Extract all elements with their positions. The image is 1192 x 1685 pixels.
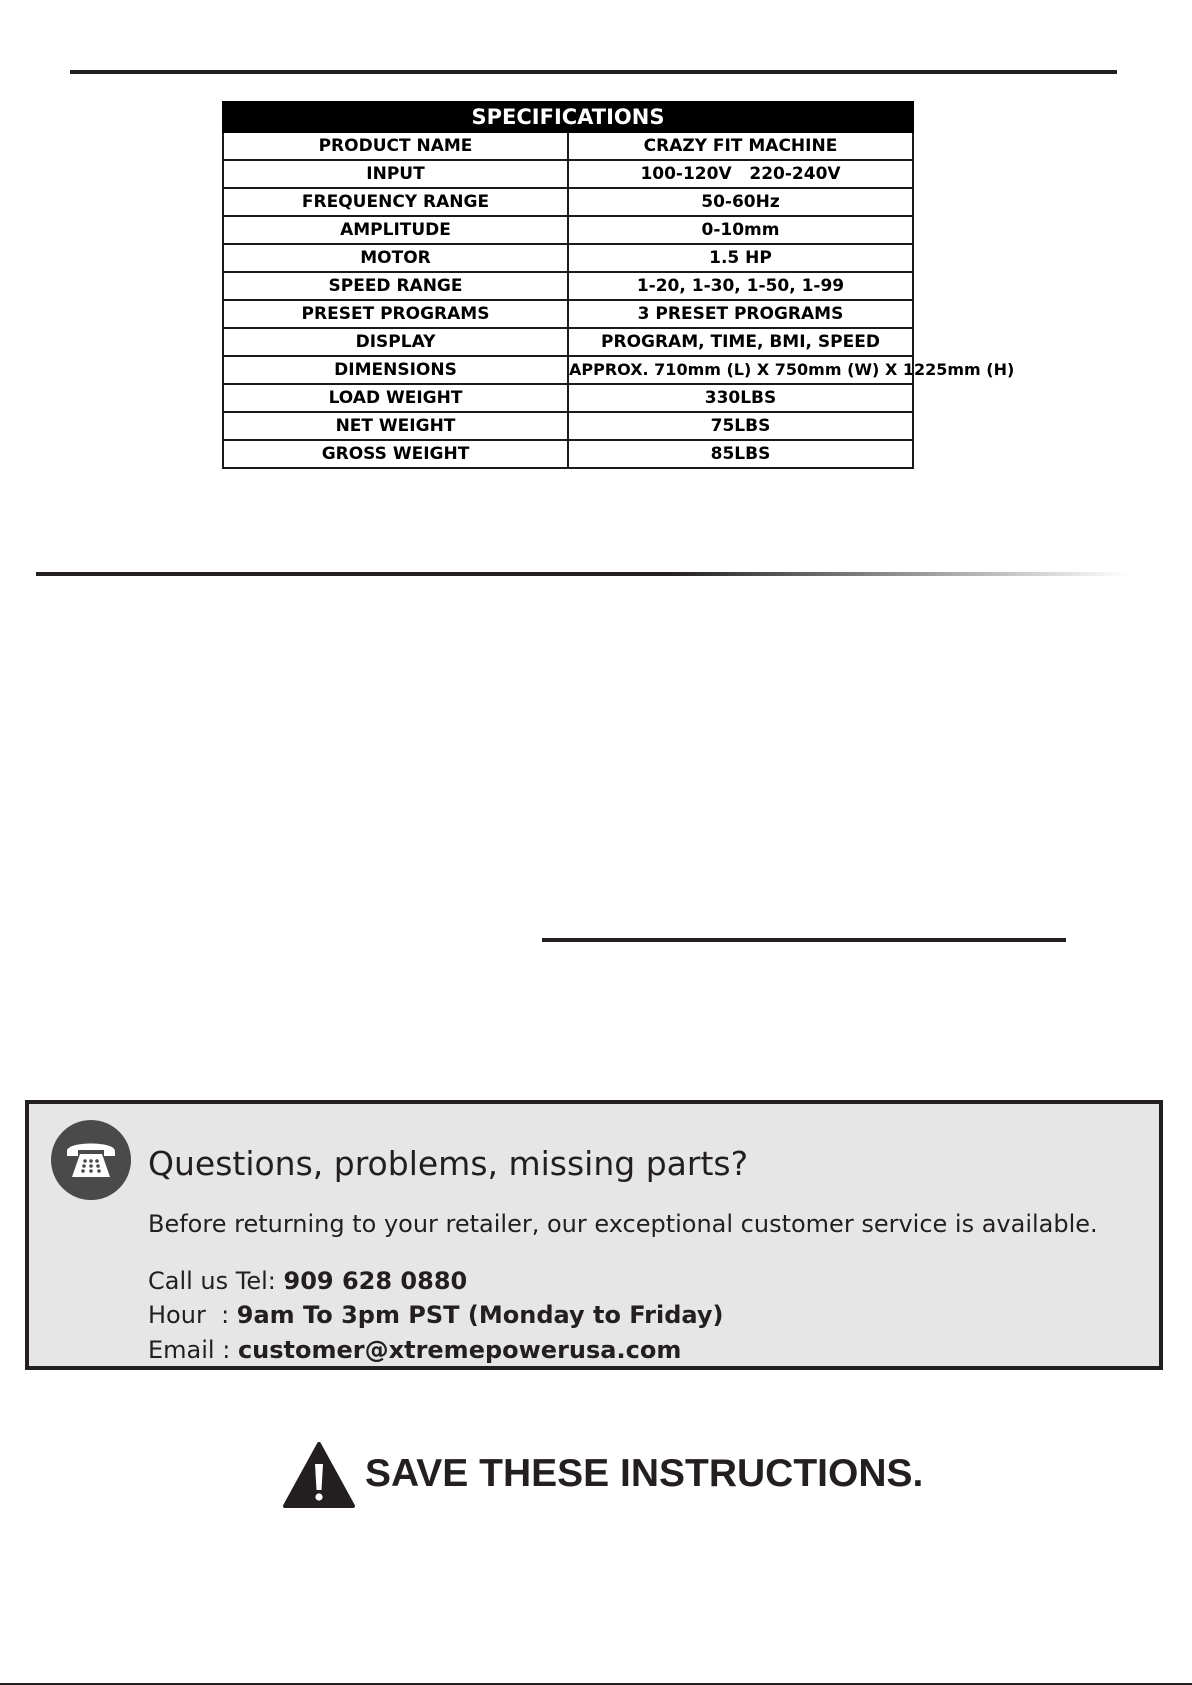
spec-label: AMPLITUDE <box>223 216 568 244</box>
phone-number[interactable]: 909 628 0880 <box>283 1267 468 1295</box>
phone-line <box>148 1267 467 1295</box>
table-row <box>223 356 913 384</box>
customer-support-box <box>25 1100 1163 1370</box>
spec-value: CRAZY FIT MACHINE <box>568 132 913 160</box>
spec-value: 85LBS <box>568 440 913 468</box>
table-row <box>223 440 913 468</box>
spec-label: PRODUCT NAME <box>223 132 568 160</box>
email-label: Email : <box>148 1336 238 1364</box>
table-row <box>223 216 913 244</box>
spec-label: MOTOR <box>223 244 568 272</box>
table-row <box>223 328 913 356</box>
spec-value: 330LBS <box>568 384 913 412</box>
email-address[interactable]: customer@xtremepowerusa.com <box>237 1336 682 1364</box>
email-line <box>148 1336 681 1364</box>
hours-label: Hour : <box>148 1301 237 1329</box>
table-row <box>223 300 913 328</box>
support-heading: Questions, problems, missing parts? <box>148 1144 749 1183</box>
phone-label: Call us Tel: <box>148 1267 284 1295</box>
warning-icon <box>282 1440 356 1510</box>
table-row <box>223 272 913 300</box>
save-instructions-text: SAVE THESE INSTRUCTIONS. <box>365 1452 924 1495</box>
table-row <box>223 412 913 440</box>
section-divider <box>36 572 1128 576</box>
spec-value: 1.5 HP <box>568 244 913 272</box>
spec-value: 1-20, 1-30, 1-50, 1-99 <box>568 272 913 300</box>
spec-label: GROSS WEIGHT <box>223 440 568 468</box>
spec-value: APPROX. 710mm (L) X 750mm (W) X 1225mm (H) <box>568 356 913 384</box>
spec-label: SPEED RANGE <box>223 272 568 300</box>
support-intro: Before returning to your retailer, our exceptional customer service is available. <box>148 1210 1098 1238</box>
spec-label: LOAD WEIGHT <box>223 384 568 412</box>
spec-value: 75LBS <box>568 412 913 440</box>
spec-label: DISPLAY <box>223 328 568 356</box>
spec-label: NET WEIGHT <box>223 412 568 440</box>
spec-label: PRESET PROGRAMS <box>223 300 568 328</box>
spec-value: 100-120V 220-240V <box>568 160 913 188</box>
telephone-icon <box>51 1120 131 1200</box>
spec-value: 3 PRESET PROGRAMS <box>568 300 913 328</box>
spec-label: DIMENSIONS <box>223 356 568 384</box>
table-row <box>223 132 913 160</box>
table-row <box>223 160 913 188</box>
table-row <box>223 244 913 272</box>
hours-value: 9am To 3pm PST (Monday to Friday) <box>236 1301 724 1329</box>
spec-value: 50-60Hz <box>568 188 913 216</box>
table-row <box>223 384 913 412</box>
table-row <box>223 188 913 216</box>
spec-value: PROGRAM, TIME, BMI, SPEED <box>568 328 913 356</box>
short-divider <box>542 938 1066 942</box>
specifications-title: SPECIFICATIONS <box>223 102 913 132</box>
spec-value: 0-10mm <box>568 216 913 244</box>
hours-line <box>148 1301 723 1329</box>
spec-label: INPUT <box>223 160 568 188</box>
specifications-table <box>222 101 1015 469</box>
top-divider <box>70 70 1117 74</box>
spec-label: FREQUENCY RANGE <box>223 188 568 216</box>
